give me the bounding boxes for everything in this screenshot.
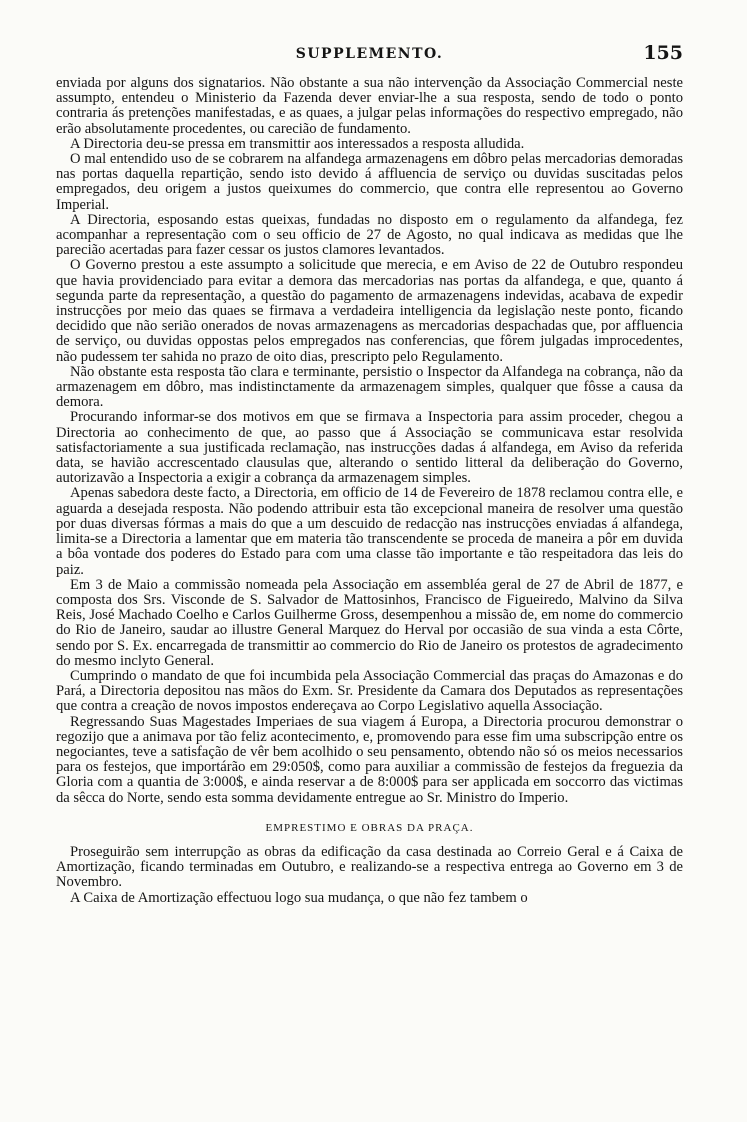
paragraph: Apenas sabedora deste facto, a Directoria, em officio de 14 de Fevereiro de 1878 reclamou contra elle, e aguarda a desejada resposta. Não podendo attribuir esta tão excepcional maneira de resolver uma questão por duas diversas fórmas a mais do que a um descuido de redacção nas instrucções enviadas á alfandega, limita-se a Directoria a lamentar que em materia tão transcendente se proceda de maneira a pôr em duvida a bôa vontade dos poderes do Estado para com uma classe tão importante e tão respeitadora das leis do paiz.: [56, 485, 683, 578]
paragraph: Procurando informar-se dos motivos em que se firmava a Inspectoria para assim proceder, chegou a Directoria ao conhecimento de que, ao passo que á Associação se communicava estar resolvida satisfactoriamente a sua justificada reclamação, nas instrucções dadas á alfandega, em Aviso da referida data, se havião accrescentado clausulas que, alterando o sentido litteral da deliberação do Governo, autorizavão a Inspectoria a exigir a cobrança da armazenagem simples.: [56, 409, 683, 487]
body-text: [56, 76, 683, 906]
running-head: SUPPLEMENTO.: [295, 46, 444, 62]
paragraph: O Governo prestou a este assumpto a solicitude que merecia, e em Aviso de 22 de Outubro respondeu que havia providenciado para evitar a demora das mercadorias nas portas da alfandega, e que, quanto á segunda parte da representação, a questão do pagamento de armazenagens indevidas, acabava de expedir instrucções por meio das quaes se firmava a verdadeira intelligencia da legislação neste ponto, ficando decidido que não serião onerados de novas armazenagens as mercadorias despachadas que, por affluencia de serviço, ou duvidas oppostas pelos empregados nas conferencias, que fôrem julgadas improcedentes, não pudessem ter sahida no prazo de oito dias, prescripto pelo Regulamento.: [56, 257, 683, 365]
section-title: EMPRESTIMO E OBRAS DA PRAÇA.: [265, 821, 474, 834]
paragraph: Cumprindo o mandato de que foi incumbida pela Associação Commercial das praças do Amazonas e do Pará, a Directoria depositou nas mãos do Exm. Sr. Presidente da Camara dos Deputados as representações que contra a creação de novos impostos endereçava ao Corpo Legislativo aquella Associação.: [56, 667, 683, 715]
page-header: [56, 42, 683, 76]
paragraph: A Directoria deu-se pressa em transmittir aos interessados a resposta alludida.: [70, 135, 525, 152]
page-number: 155: [643, 42, 683, 64]
paragraph: A Caixa de Amortização effectuou logo sua mudança, o que não fez tambem o: [70, 889, 528, 906]
paragraph: Não obstante esta resposta tão clara e terminante, persistio o Inspector da Alfandega na cobrança, não da armazenagem em dôbro, mas indistinctamente da armazenagem simples, qualquer que fôsse a causa da demora.: [56, 363, 683, 411]
paragraph: Regressando Suas Magestades Imperiaes de sua viagem á Europa, a Directoria procurou demonstrar o regozijo que a animava por tão feliz acontecimento, e, promovendo para esse fim uma subscripção entre os negociantes, teve a satisfação de vêr bem acolhido o seu pensamento, obtendo não só os meios necessarios para os festejos, que importárão em 29:050$, como para auxiliar a commissão de festejos da freguezia da Gloria com a quantia de 3:000$, e ainda reservar a de 8:000$ para ser applicada em soccorro das victimas da sêcca do Norte, sendo esta somma devidamente entregue ao Sr. Ministro do Imperio.: [56, 713, 683, 806]
paragraph: O mal entendido uso de se cobrarem na alfandega armazenagens em dôbro pelas mercadorias demoradas nas portas daquella repartição, sendo isto devido á affluencia de serviço ou duvidas suscitadas pelos empregados, deu origem a justos queixumes do commercio, que contra elle representou ao Governo Imperial.: [56, 151, 683, 213]
paragraph: Em 3 de Maio a commissão nomeada pela Associação em assembléa geral de 27 de Abril de 1877, e composta dos Srs. Visconde de S. Salvador de Mattosinhos, Francisco de Figueiredo, Malvino da Silva Reis, José Machado Coelho e Carlos Guilherme Gross, desempenhou a missão de, em nome do commercio do Rio de Janeiro, saudar ao illustre General Marquez do Herval por occasião de sua vinda a esta Côrte, sendo por S. Ex. encarregada de transmittir ao commercio do Rio de Janeiro os protestos de agradecimento do mesmo inclyto General.: [56, 576, 683, 669]
paragraph: Proseguirão sem interrupção as obras da edificação da casa destinada ao Correio Geral e á Caixa de Amortização, ficando terminadas em Outubro, e realizando-se a respectiva entrega ao Governo em 3 de Novembro.: [56, 843, 683, 891]
paragraph: enviada por alguns dos signatarios. Não obstante a sua não intervenção da Associação Commercial neste assumpto, entendeu o Ministerio da Fazenda dever enviar-lhe a sua resposta, sendo de todo o ponto contraria ás pretenções manifestadas, e as quaes, a julgar pelas informações do respectivo empregado, não erão absolutamente procedentes, ou carecião de fundamento.: [56, 75, 683, 137]
paragraph: A Directoria, esposando estas queixas, fundadas no disposto em o regulamento da alfandega, fez acompanhar a representação com o seu officio de 27 de Agosto, no qual indicava as medidas que lhe parecião acertadas para fazer cessar os justos clamores levantados.: [56, 211, 683, 259]
